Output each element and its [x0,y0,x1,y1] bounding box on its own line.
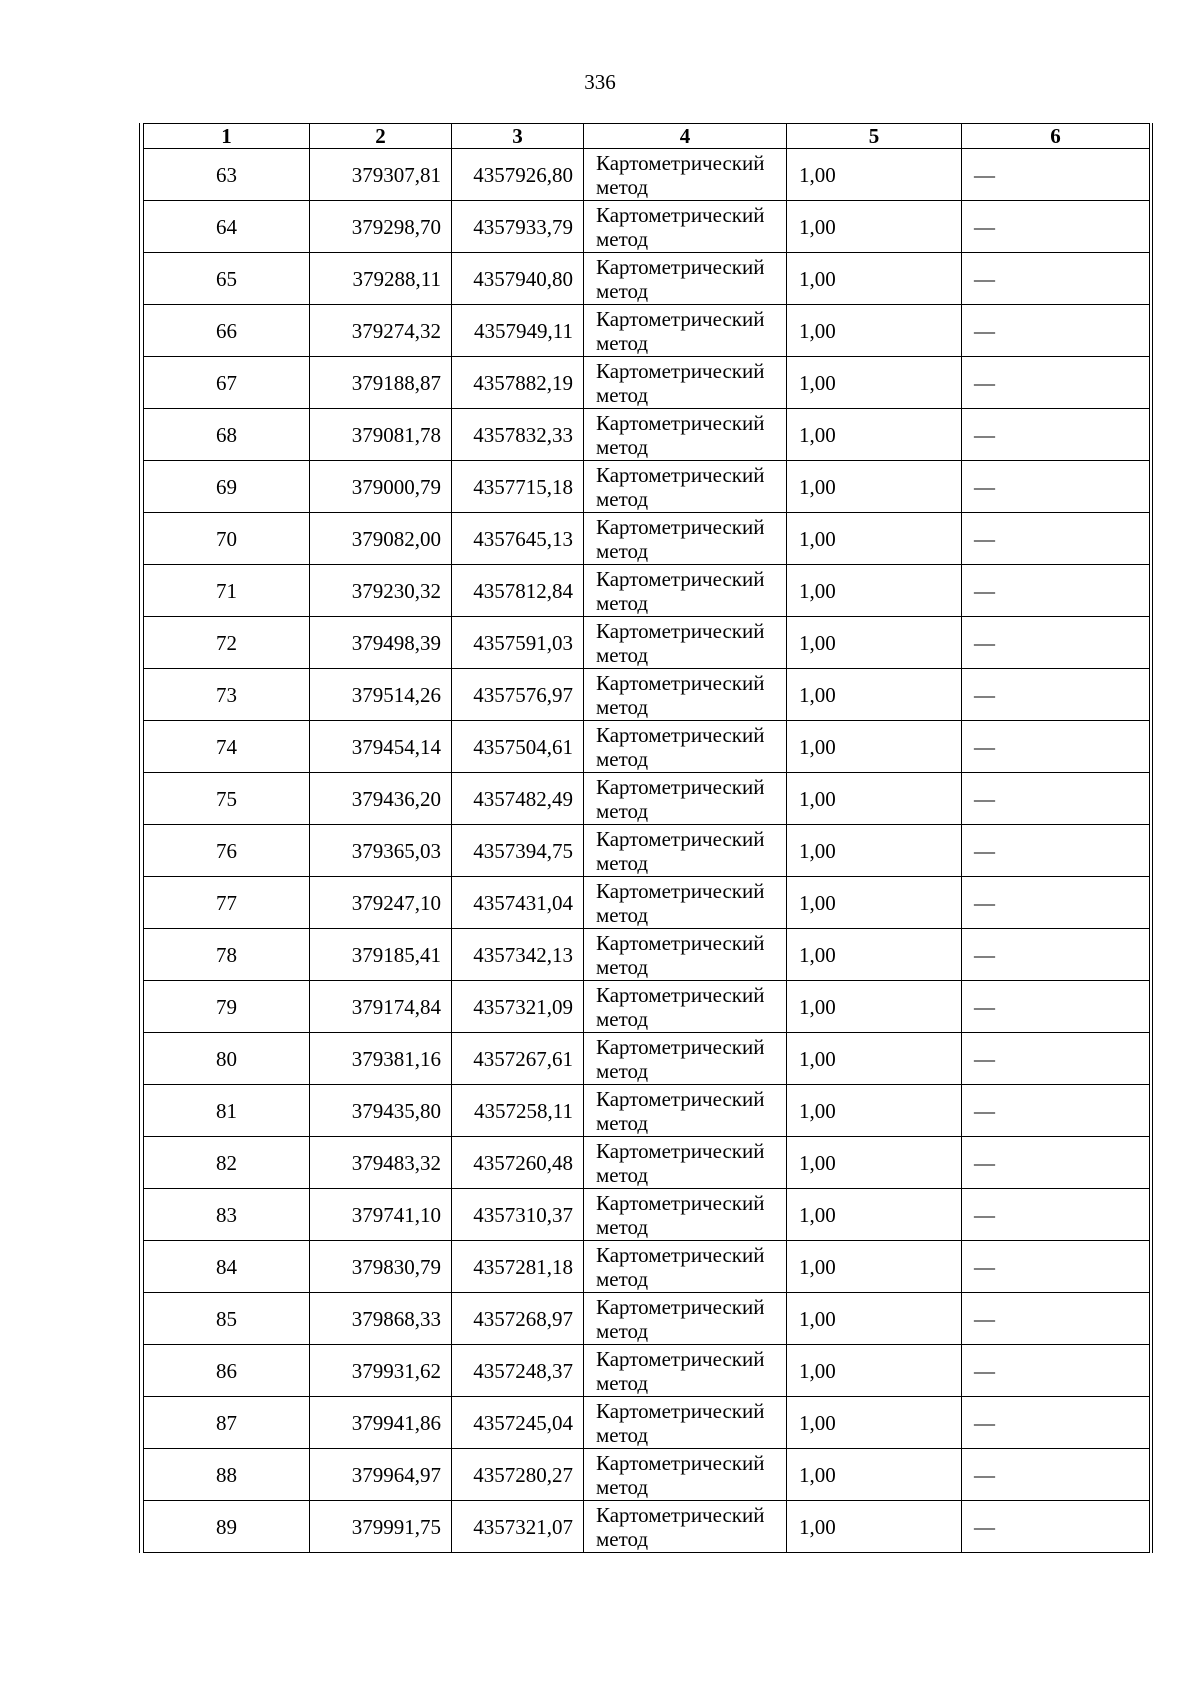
error-cell: 1,00 [787,201,962,253]
y-coordinate-cell: 4357260,48 [452,1137,584,1189]
table-row [144,357,1150,409]
method-cell: Картометрический метод [584,149,787,201]
x-coordinate-cell: 379435,80 [310,1085,452,1137]
table-row [144,409,1150,461]
y-coordinate-cell: 4357591,03 [452,617,584,669]
note-cell: — [962,1189,1150,1241]
point-number-cell: 71 [144,565,310,617]
note-cell: — [962,1501,1150,1553]
error-cell: 1,00 [787,877,962,929]
table-row [144,565,1150,617]
y-coordinate-cell: 4357258,11 [452,1085,584,1137]
header-col-4: 4 [584,124,787,149]
point-number-cell: 68 [144,409,310,461]
point-number-cell: 66 [144,305,310,357]
error-cell: 1,00 [787,1449,962,1501]
method-cell: Картометрический метод [584,1085,787,1137]
x-coordinate-cell: 379454,14 [310,721,452,773]
table-row [144,877,1150,929]
method-cell: Картометрический метод [584,253,787,305]
y-coordinate-cell: 4357310,37 [452,1189,584,1241]
point-number-cell: 73 [144,669,310,721]
table-row [144,1137,1150,1189]
coordinates-table [143,123,1150,1553]
point-number-cell: 74 [144,721,310,773]
point-number-cell: 86 [144,1345,310,1397]
table-row [144,1241,1150,1293]
x-coordinate-cell: 379185,41 [310,929,452,981]
error-cell: 1,00 [787,305,962,357]
table-row [144,1293,1150,1345]
point-number-cell: 81 [144,1085,310,1137]
note-cell: — [962,201,1150,253]
table-row [144,149,1150,201]
x-coordinate-cell: 379381,16 [310,1033,452,1085]
x-coordinate-cell: 379288,11 [310,253,452,305]
error-cell: 1,00 [787,981,962,1033]
point-number-cell: 69 [144,461,310,513]
x-coordinate-cell: 379247,10 [310,877,452,929]
y-coordinate-cell: 4357245,04 [452,1397,584,1449]
table-row [144,513,1150,565]
table-row [144,1501,1150,1553]
point-number-cell: 84 [144,1241,310,1293]
note-cell: — [962,981,1150,1033]
note-cell: — [962,461,1150,513]
y-coordinate-cell: 4357949,11 [452,305,584,357]
note-cell: — [962,513,1150,565]
note-cell: — [962,1397,1150,1449]
note-cell: — [962,357,1150,409]
table-row [144,201,1150,253]
x-coordinate-cell: 379931,62 [310,1345,452,1397]
note-cell: — [962,149,1150,201]
table-row [144,1189,1150,1241]
x-coordinate-cell: 379188,87 [310,357,452,409]
point-number-cell: 88 [144,1449,310,1501]
y-coordinate-cell: 4357394,75 [452,825,584,877]
x-coordinate-cell: 379830,79 [310,1241,452,1293]
y-coordinate-cell: 4357267,61 [452,1033,584,1085]
method-cell: Картометрический метод [584,357,787,409]
x-coordinate-cell: 379307,81 [310,149,452,201]
table-row [144,1345,1150,1397]
point-number-cell: 89 [144,1501,310,1553]
y-coordinate-cell: 4357504,61 [452,721,584,773]
method-cell: Картометрический метод [584,929,787,981]
y-coordinate-cell: 4357248,37 [452,1345,584,1397]
y-coordinate-cell: 4357431,04 [452,877,584,929]
method-cell: Картометрический метод [584,1033,787,1085]
table-row [144,669,1150,721]
point-number-cell: 67 [144,357,310,409]
x-coordinate-cell: 379174,84 [310,981,452,1033]
point-number-cell: 77 [144,877,310,929]
method-cell: Картометрический метод [584,1293,787,1345]
y-coordinate-cell: 4357926,80 [452,149,584,201]
method-cell: Картометрический метод [584,825,787,877]
point-number-cell: 83 [144,1189,310,1241]
error-cell: 1,00 [787,1293,962,1345]
point-number-cell: 75 [144,773,310,825]
point-number-cell: 82 [144,1137,310,1189]
y-coordinate-cell: 4357576,97 [452,669,584,721]
y-coordinate-cell: 4357321,09 [452,981,584,1033]
note-cell: — [962,773,1150,825]
table-row [144,1033,1150,1085]
method-cell: Картометрический метод [584,981,787,1033]
note-cell: — [962,669,1150,721]
error-cell: 1,00 [787,149,962,201]
method-cell: Картометрический метод [584,409,787,461]
y-coordinate-cell: 4357715,18 [452,461,584,513]
table-body [144,149,1150,1553]
table-row [144,253,1150,305]
table-row [144,981,1150,1033]
y-coordinate-cell: 4357321,07 [452,1501,584,1553]
y-coordinate-cell: 4357812,84 [452,565,584,617]
y-coordinate-cell: 4357882,19 [452,357,584,409]
header-col-2: 2 [310,124,452,149]
error-cell: 1,00 [787,357,962,409]
x-coordinate-cell: 379365,03 [310,825,452,877]
method-cell: Картометрический метод [584,305,787,357]
error-cell: 1,00 [787,1397,962,1449]
table-row [144,825,1150,877]
error-cell: 1,00 [787,1501,962,1553]
note-cell: — [962,617,1150,669]
x-coordinate-cell: 379741,10 [310,1189,452,1241]
x-coordinate-cell: 379498,39 [310,617,452,669]
error-cell: 1,00 [787,1189,962,1241]
point-number-cell: 63 [144,149,310,201]
method-cell: Картометрический метод [584,877,787,929]
error-cell: 1,00 [787,461,962,513]
note-cell: — [962,1137,1150,1189]
x-coordinate-cell: 379483,32 [310,1137,452,1189]
x-coordinate-cell: 379964,97 [310,1449,452,1501]
note-cell: — [962,565,1150,617]
method-cell: Картометрический метод [584,1345,787,1397]
x-coordinate-cell: 379230,32 [310,565,452,617]
method-cell: Картометрический метод [584,201,787,253]
method-cell: Картометрический метод [584,1397,787,1449]
x-coordinate-cell: 379868,33 [310,1293,452,1345]
y-coordinate-cell: 4357268,97 [452,1293,584,1345]
y-coordinate-cell: 4357280,27 [452,1449,584,1501]
y-coordinate-cell: 4357933,79 [452,201,584,253]
method-cell: Картометрический метод [584,669,787,721]
method-cell: Картометрический метод [584,1137,787,1189]
method-cell: Картометрический метод [584,565,787,617]
error-cell: 1,00 [787,825,962,877]
error-cell: 1,00 [787,1033,962,1085]
method-cell: Картометрический метод [584,1241,787,1293]
error-cell: 1,00 [787,929,962,981]
method-cell: Картометрический метод [584,721,787,773]
x-coordinate-cell: 379514,26 [310,669,452,721]
point-number-cell: 76 [144,825,310,877]
note-cell: — [962,253,1150,305]
coordinates-table-frame [139,123,1153,1553]
y-coordinate-cell: 4357342,13 [452,929,584,981]
method-cell: Картометрический метод [584,1501,787,1553]
table-row [144,721,1150,773]
point-number-cell: 70 [144,513,310,565]
y-coordinate-cell: 4357940,80 [452,253,584,305]
point-number-cell: 85 [144,1293,310,1345]
header-col-5: 5 [787,124,962,149]
table-row [144,773,1150,825]
point-number-cell: 72 [144,617,310,669]
note-cell: — [962,1033,1150,1085]
point-number-cell: 79 [144,981,310,1033]
error-cell: 1,00 [787,565,962,617]
point-number-cell: 80 [144,1033,310,1085]
method-cell: Картометрический метод [584,1449,787,1501]
method-cell: Картометрический метод [584,1189,787,1241]
note-cell: — [962,409,1150,461]
error-cell: 1,00 [787,617,962,669]
x-coordinate-cell: 379000,79 [310,461,452,513]
header-col-3: 3 [452,124,584,149]
error-cell: 1,00 [787,1345,962,1397]
table-row [144,929,1150,981]
table-row [144,461,1150,513]
method-cell: Картометрический метод [584,513,787,565]
y-coordinate-cell: 4357482,49 [452,773,584,825]
table-row [144,1449,1150,1501]
error-cell: 1,00 [787,669,962,721]
y-coordinate-cell: 4357832,33 [452,409,584,461]
note-cell: — [962,1345,1150,1397]
y-coordinate-cell: 4357281,18 [452,1241,584,1293]
point-number-cell: 65 [144,253,310,305]
error-cell: 1,00 [787,409,962,461]
x-coordinate-cell: 379941,86 [310,1397,452,1449]
error-cell: 1,00 [787,513,962,565]
note-cell: — [962,929,1150,981]
note-cell: — [962,1449,1150,1501]
note-cell: — [962,825,1150,877]
error-cell: 1,00 [787,773,962,825]
note-cell: — [962,1241,1150,1293]
header-col-6: 6 [962,124,1150,149]
error-cell: 1,00 [787,721,962,773]
point-number-cell: 64 [144,201,310,253]
table-row [144,1397,1150,1449]
point-number-cell: 78 [144,929,310,981]
error-cell: 1,00 [787,253,962,305]
header-col-1: 1 [144,124,310,149]
error-cell: 1,00 [787,1241,962,1293]
method-cell: Картометрический метод [584,461,787,513]
table-header-row [144,124,1150,149]
note-cell: — [962,1293,1150,1345]
note-cell: — [962,1085,1150,1137]
x-coordinate-cell: 379081,78 [310,409,452,461]
x-coordinate-cell: 379274,32 [310,305,452,357]
method-cell: Картометрический метод [584,773,787,825]
table-row [144,1085,1150,1137]
table-row [144,305,1150,357]
point-number-cell: 87 [144,1397,310,1449]
table-row [144,617,1150,669]
y-coordinate-cell: 4357645,13 [452,513,584,565]
x-coordinate-cell: 379082,00 [310,513,452,565]
note-cell: — [962,721,1150,773]
error-cell: 1,00 [787,1085,962,1137]
x-coordinate-cell: 379991,75 [310,1501,452,1553]
note-cell: — [962,877,1150,929]
error-cell: 1,00 [787,1137,962,1189]
x-coordinate-cell: 379436,20 [310,773,452,825]
note-cell: — [962,305,1150,357]
x-coordinate-cell: 379298,70 [310,201,452,253]
page-number: 336 [584,70,616,94]
method-cell: Картометрический метод [584,617,787,669]
